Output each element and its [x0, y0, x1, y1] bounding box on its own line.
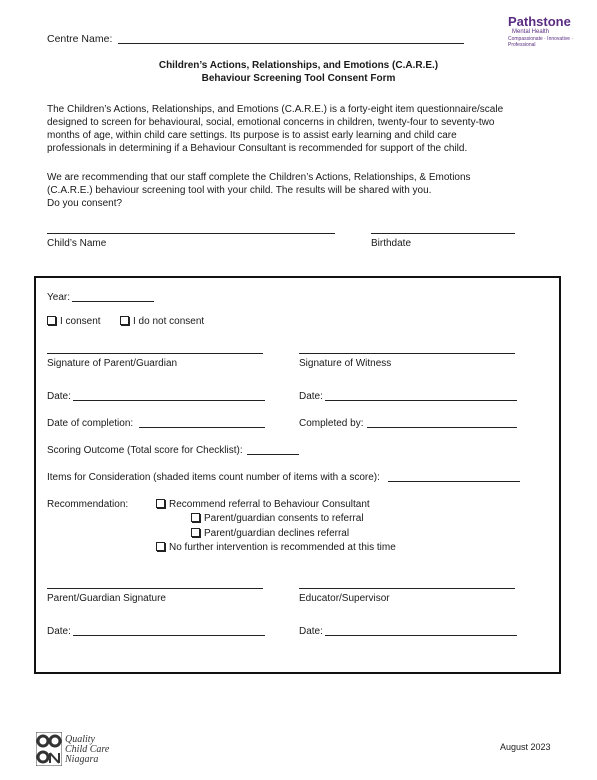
intro-line: We are recommending that our staff complete the Children’s Actions, Relationships, & Emotions — [47, 172, 471, 183]
date-label: Date: — [299, 626, 323, 637]
consent-checkbox[interactable] — [47, 316, 56, 325]
rec-consents-checkbox[interactable] — [191, 513, 200, 522]
qcc-line: Quality — [65, 734, 95, 745]
intro-line: Do you consent? — [47, 198, 123, 209]
centre-name-field[interactable] — [118, 43, 464, 44]
date-label: Date: — [47, 626, 71, 637]
witness-signature-label: Signature of Witness — [299, 358, 392, 369]
date-field[interactable] — [73, 635, 265, 636]
intro-paragraph-1 — [47, 103, 547, 155]
qcc-line: Niagara — [65, 754, 99, 765]
form-subtitle: Behaviour Screening Tool Consent Form — [201, 73, 396, 84]
form-title: Children’s Actions, Relationships, and Emotions (C.A.R.E.) — [158, 60, 439, 71]
logo-subtagline: Compassionate · Innovative · Professional — [508, 36, 574, 48]
intro-paragraph-2 — [47, 171, 547, 210]
logo-name: Pathstone — [508, 14, 571, 29]
qcc-logo-icon — [36, 732, 62, 766]
rec-declines-label: Parent/guardian declines referral — [204, 528, 350, 539]
educator-label: Educator/Supervisor — [299, 593, 390, 604]
footer-date: August 2023 — [500, 742, 551, 752]
rec-referral-label: Recommend referral to Behaviour Consultant — [169, 499, 370, 510]
child-name-label: Child’s Name — [47, 238, 107, 249]
date-field[interactable] — [325, 635, 517, 636]
child-name-field[interactable] — [47, 233, 335, 234]
items-field[interactable] — [388, 481, 520, 482]
birthdate-field[interactable] — [371, 233, 515, 234]
date-field[interactable] — [325, 400, 517, 401]
scoring-label: Scoring Outcome (Total score for Checklist): — [47, 445, 243, 456]
no-consent-label: I do not consent — [133, 316, 205, 327]
date-completion-field[interactable] — [139, 427, 265, 428]
intro-line: designed to screen for behavioural, social, emotional concerns in children, twenty-four to seventy-two — [47, 117, 495, 128]
completed-by-field[interactable] — [367, 427, 517, 428]
rec-declines-checkbox[interactable] — [191, 528, 200, 537]
consent-label: I consent — [60, 316, 101, 327]
rec-consents-option[interactable] — [191, 513, 364, 525]
year-field[interactable] — [72, 301, 154, 302]
guardian-signature-label: Parent/Guardian Signature — [47, 593, 166, 604]
qcc-logo-text — [65, 735, 109, 765]
items-label: Items for Consideration (shaded items count number of items with a score): — [47, 472, 380, 483]
witness-signature-field[interactable] — [299, 353, 515, 354]
guardian-signature-field[interactable] — [47, 588, 263, 589]
intro-line: months of age, within child care settings. Its purpose is to assist early learning and child care — [47, 130, 457, 141]
rec-none-option[interactable] — [156, 542, 396, 554]
qcc-line: Child Care — [65, 744, 110, 755]
rec-referral-checkbox[interactable] — [156, 499, 165, 508]
parent-signature-label: Signature of Parent/Guardian — [47, 358, 178, 369]
educator-field[interactable] — [299, 588, 515, 589]
no-consent-checkbox[interactable] — [120, 316, 129, 325]
rec-none-label: No further intervention is recommended at this time — [169, 542, 396, 553]
intro-line: professionals in determining if a Behaviour Consultant is recommended for support of the child. — [47, 143, 468, 154]
recommendation-label: Recommendation: — [47, 499, 129, 510]
pathstone-logo — [508, 14, 588, 48]
centre-name-label: Centre Name: — [47, 33, 113, 45]
intro-line: The Children’s Actions, Relationships, and Emotions (C.A.R.E.) is a forty-eight item questionnaire/scale — [47, 104, 504, 115]
date-field[interactable] — [73, 400, 265, 401]
rec-referral-option[interactable] — [156, 499, 370, 511]
parent-signature-field[interactable] — [47, 353, 263, 354]
completed-by-label: Completed by: — [299, 418, 364, 429]
consent-option[interactable] — [47, 316, 101, 328]
logo-tagline: Mental Health — [512, 29, 550, 35]
rec-none-checkbox[interactable] — [156, 542, 165, 551]
no-consent-option[interactable] — [120, 316, 204, 328]
date-label: Date: — [47, 391, 71, 402]
intro-line: (C.A.R.E.) behaviour screening tool with your child. The results will be shared with you. — [47, 185, 432, 196]
year-label: Year: — [47, 292, 70, 303]
rec-consents-label: Parent/guardian consents to referral — [204, 513, 364, 524]
scoring-field[interactable] — [247, 454, 299, 455]
date-completion-label: Date of completion: — [47, 418, 134, 429]
date-label: Date: — [299, 391, 323, 402]
birthdate-label: Birthdate — [371, 238, 412, 249]
rec-declines-option[interactable] — [191, 528, 349, 540]
